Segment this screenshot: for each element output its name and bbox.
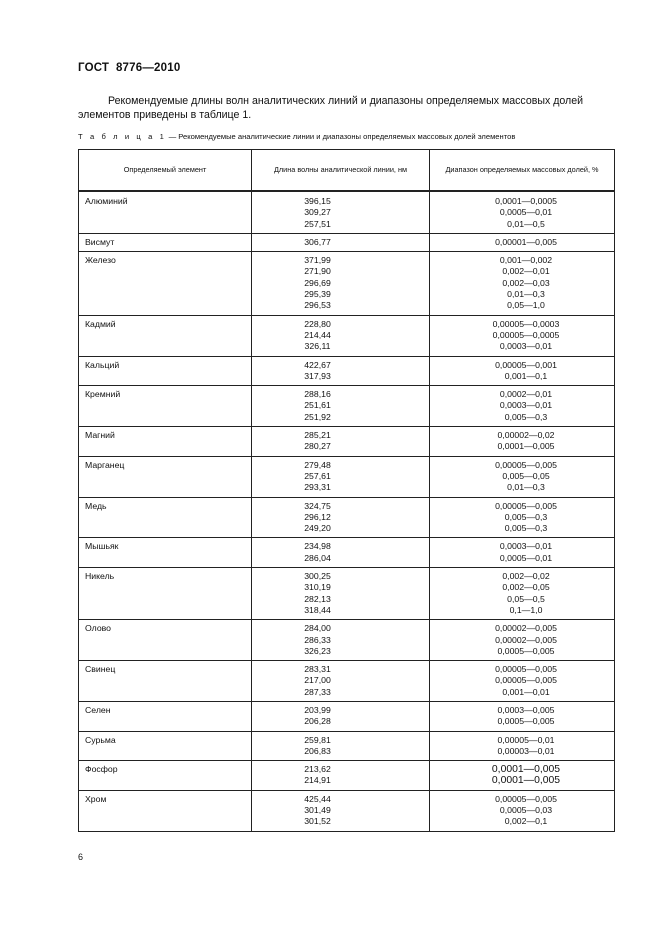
range-value: 0,00005—0,005	[495, 675, 557, 686]
element-name-cell	[79, 701, 252, 731]
table-row	[79, 386, 615, 427]
wavelength-value: 309,27	[304, 207, 331, 218]
table-row	[79, 701, 615, 731]
table-row	[79, 233, 615, 251]
element-name: Висмут	[85, 236, 115, 247]
element-name: Марганец	[85, 459, 125, 470]
range-value: 0,005—0,3	[504, 523, 548, 534]
wavelength-value: 214,44	[304, 329, 331, 340]
wavelength-value: 306,77	[304, 236, 331, 247]
range-value: 0,00005—0,005	[495, 500, 557, 511]
wavelength-value: 286,04	[304, 552, 331, 563]
table-caption-label: Т а б л и ц а 1	[78, 132, 167, 141]
table-row	[79, 456, 615, 497]
wavelength-value: 283,31	[304, 664, 331, 675]
table-row	[79, 790, 615, 831]
wavelength-cell	[252, 233, 430, 251]
wavelength-cell	[252, 731, 430, 761]
range-value: 0,0005—0,01	[499, 552, 553, 563]
range-value: 0,0003—0,005	[497, 704, 555, 715]
wavelength-value: 280,27	[304, 441, 331, 452]
wavelength-cell	[252, 191, 430, 233]
wavelength-value: 396,15	[304, 196, 331, 206]
table-row	[79, 538, 615, 568]
range-cell	[430, 568, 615, 620]
wavelength-value: 324,75	[304, 500, 331, 511]
table-header-row	[79, 150, 615, 192]
wavelength-value: 251,92	[304, 411, 331, 422]
wavelength-cell	[252, 497, 430, 538]
range-value: 0,0002—0,01	[499, 389, 553, 400]
wavelength-value: 213,62	[304, 764, 331, 775]
column-header-element: Определяемый элемент	[79, 150, 252, 192]
range-value: 0,00005—0,0005	[492, 329, 560, 340]
wavelength-value: 282,13	[304, 593, 331, 604]
element-name-cell	[79, 386, 252, 427]
range-value: 0,00003—0,01	[497, 745, 555, 756]
range-value: 0,0001—0,005	[491, 764, 561, 776]
range-value: 0,00001—0,005	[495, 236, 557, 247]
range-cell	[430, 761, 615, 791]
wavelength-value: 203,99	[304, 704, 331, 715]
wavelength-cell	[252, 790, 430, 831]
range-value: 0,002—0,02	[502, 571, 550, 582]
table-row	[79, 191, 615, 233]
wavelength-value: 425,44	[304, 793, 331, 804]
element-name: Кадмий	[85, 318, 116, 329]
document-code: ГОСТ 8776—2010	[78, 62, 181, 74]
wavelength-value: 301,49	[304, 805, 331, 816]
range-cell	[430, 315, 615, 356]
range-value: 0,002—0,05	[502, 582, 550, 593]
range-cell	[430, 427, 615, 457]
wavelength-value: 295,39	[304, 289, 331, 300]
table-row	[79, 427, 615, 457]
range-value: 0,01—0,5	[507, 218, 545, 229]
range-value: 0,0003—0,01	[499, 400, 553, 411]
range-value: 0,00002—0,02	[497, 430, 555, 441]
range-value: 0,00005—0,005	[495, 793, 557, 804]
range-value: 0,05—0,5	[507, 593, 545, 604]
wavelength-value: 296,53	[304, 300, 331, 311]
wavelength-value: 257,51	[304, 218, 331, 229]
element-name-cell	[79, 568, 252, 620]
wavelength-value: 422,67	[304, 359, 331, 370]
range-value: 0,001—0,002	[499, 255, 553, 266]
element-name: Кальций	[85, 359, 120, 370]
wavelength-cell	[252, 538, 430, 568]
table-caption	[78, 132, 618, 141]
range-cell	[430, 191, 615, 233]
wavelength-value: 228,80	[304, 318, 331, 329]
range-value: 0,01—0,3	[507, 289, 545, 300]
element-name: Кремний	[85, 389, 121, 400]
range-cell	[430, 538, 615, 568]
table-row	[79, 568, 615, 620]
range-value: 0,01—0,3	[507, 482, 545, 493]
element-name-cell	[79, 427, 252, 457]
range-value: 0,0005—0,005	[497, 645, 555, 656]
range-value: 0,001—0,1	[504, 370, 548, 381]
element-name-cell	[79, 497, 252, 538]
wavelength-cell	[252, 427, 430, 457]
wavelength-cell	[252, 761, 430, 791]
table-row	[79, 497, 615, 538]
range-value: 0,005—0,3	[504, 511, 548, 522]
wavelength-value: 234,98	[304, 541, 331, 552]
range-cell	[430, 701, 615, 731]
element-name-cell	[79, 356, 252, 386]
wavelength-value: 301,52	[304, 816, 331, 827]
range-value: 0,005—0,3	[504, 411, 548, 422]
element-name-cell	[79, 191, 252, 233]
wavelength-value: 371,99	[304, 255, 331, 266]
element-name: Олово	[85, 623, 112, 634]
element-name: Алюминий	[85, 196, 128, 206]
wavelength-value: 286,33	[304, 634, 331, 645]
range-value: 0,05—1,0	[507, 300, 545, 311]
element-name-cell	[79, 620, 252, 661]
table-row	[79, 661, 615, 702]
element-name-cell	[79, 661, 252, 702]
wavelength-value: 293,31	[304, 482, 331, 493]
range-cell	[430, 386, 615, 427]
table-row	[79, 761, 615, 791]
element-name: Свинец	[85, 664, 116, 675]
table-row	[79, 356, 615, 386]
wavelength-value: 279,48	[304, 459, 331, 470]
range-cell	[430, 233, 615, 251]
range-value: 0,1—1,0	[509, 604, 543, 615]
range-value: 0,0001—0,0005	[495, 196, 557, 206]
wavelength-value: 249,20	[304, 523, 331, 534]
range-cell	[430, 356, 615, 386]
range-value: 0,00005—0,01	[497, 734, 555, 745]
wavelength-cell	[252, 661, 430, 702]
wavelength-value: 326,11	[304, 341, 331, 352]
wavelength-cell	[252, 386, 430, 427]
table-body	[79, 191, 615, 831]
range-cell	[430, 790, 615, 831]
element-name-cell	[79, 456, 252, 497]
table-row	[79, 252, 615, 315]
wavelength-value: 206,83	[304, 745, 331, 756]
range-value: 0,0001—0,005	[491, 775, 561, 787]
wavelength-value: 287,33	[304, 686, 331, 697]
wavelength-value: 310,19	[304, 582, 331, 593]
element-name: Никель	[85, 571, 115, 582]
range-cell	[430, 497, 615, 538]
wavelength-value: 300,25	[304, 571, 331, 582]
wavelength-value: 317,93	[304, 370, 331, 381]
range-value: 0,0001—0,005	[497, 441, 555, 452]
table-row	[79, 315, 615, 356]
element-name: Мышьяк	[85, 541, 119, 552]
element-name: Медь	[85, 500, 107, 511]
element-name-cell	[79, 790, 252, 831]
wavelength-cell	[252, 701, 430, 731]
element-name: Селен	[85, 704, 111, 715]
range-cell	[430, 252, 615, 315]
table-caption-text: — Рекомендуемые аналитические линии и диапазоны определяемых массовых долей элементов	[166, 132, 516, 141]
page-number: 6	[78, 852, 84, 862]
range-value: 0,0005—0,03	[499, 805, 553, 816]
column-header-range: Диапазон определяемых массовых долей, %	[430, 150, 615, 192]
wavelength-cell	[252, 356, 430, 386]
wavelength-value: 288,16	[304, 389, 331, 400]
wavelength-value: 206,28	[304, 716, 331, 727]
range-value: 0,00005—0,005	[495, 664, 557, 675]
wavelength-cell	[252, 620, 430, 661]
element-name-cell	[79, 761, 252, 791]
table-row	[79, 620, 615, 661]
element-name: Хром	[85, 793, 107, 804]
range-value: 0,0005—0,01	[499, 207, 553, 218]
range-value: 0,002—0,1	[504, 816, 548, 827]
range-value: 0,005—0,05	[502, 470, 550, 481]
range-value: 0,002—0,03	[502, 277, 550, 288]
wavelength-cell	[252, 568, 430, 620]
element-name-cell	[79, 252, 252, 315]
element-name: Сурьма	[85, 734, 116, 745]
range-value: 0,0003—0,01	[499, 341, 553, 352]
range-cell	[430, 661, 615, 702]
wavelength-cell	[252, 252, 430, 315]
table-row	[79, 731, 615, 761]
range-value: 0,001—0,01	[502, 686, 550, 697]
wavelength-value: 214,91	[304, 775, 331, 786]
element-name: Магний	[85, 430, 115, 441]
wavelength-table	[78, 149, 615, 832]
wavelength-value: 318,44	[304, 604, 331, 615]
wavelength-cell	[252, 315, 430, 356]
wavelength-value: 257,61	[304, 470, 331, 481]
column-header-wavelength: Длина волны аналитической линии, нм	[252, 150, 430, 192]
element-name: Железо	[85, 255, 116, 266]
range-value: 0,002—0,01	[502, 266, 550, 277]
wavelength-value: 296,69	[304, 277, 331, 288]
wavelength-value: 284,00	[304, 623, 331, 634]
element-name-cell	[79, 233, 252, 251]
element-name: Фосфор	[85, 764, 118, 775]
range-cell	[430, 620, 615, 661]
wavelength-value: 217,00	[304, 675, 331, 686]
range-value: 0,00002—0,005	[495, 623, 557, 634]
element-name-cell	[79, 731, 252, 761]
intro-paragraph: Рекомендуемые длины волн аналитических линий и диапазоны определяемых массовых долей элементов приведены в таблице 1.	[78, 95, 584, 121]
wavelength-value: 271,90	[304, 266, 331, 277]
range-cell	[430, 456, 615, 497]
range-value: 0,00005—0,0003	[492, 318, 560, 329]
element-name-cell	[79, 315, 252, 356]
wavelength-value: 259,81	[304, 734, 331, 745]
range-cell	[430, 731, 615, 761]
range-value: 0,00005—0,001	[495, 359, 557, 370]
range-value: 0,0005—0,005	[497, 716, 555, 727]
wavelength-value: 326,23	[304, 645, 331, 656]
range-value: 0,0003—0,01	[499, 541, 553, 552]
range-value: 0,00005—0,005	[495, 459, 557, 470]
wavelength-cell	[252, 456, 430, 497]
range-value: 0,00002—0,005	[495, 634, 557, 645]
wavelength-value: 251,61	[304, 400, 331, 411]
wavelength-value: 285,21	[304, 430, 331, 441]
wavelength-value: 296,12	[304, 511, 331, 522]
element-name-cell	[79, 538, 252, 568]
